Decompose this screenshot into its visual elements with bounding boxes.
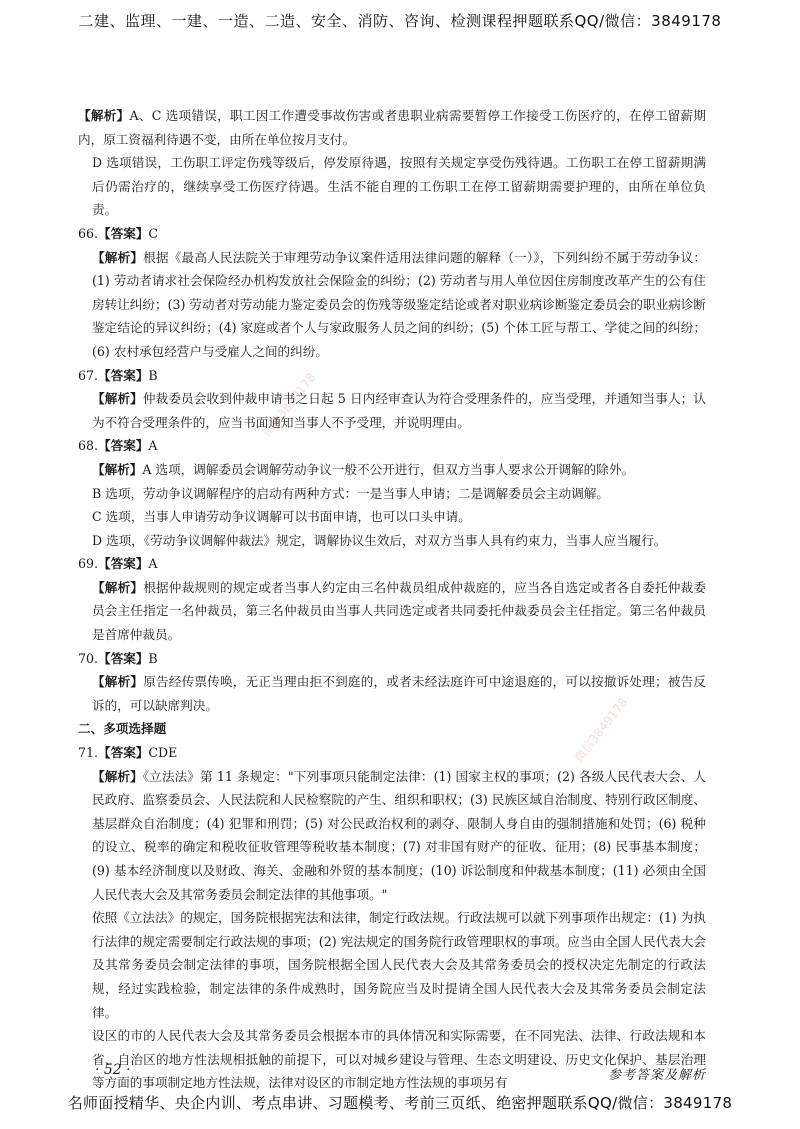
watermark: 微信3849178 <box>571 695 631 765</box>
analysis-68: 【解析】A 选项，调解委员会调解劳动争议一般不公开进行，但双方当事人要求公开调解的除外。 <box>92 461 635 477</box>
question-67: 67.【答案】B <box>78 367 158 383</box>
paragraph: B 选项，劳动争议调解程序的启动有两种方式：一是当事人申请；二是调解委员会主动调解。 <box>92 485 610 501</box>
analysis-label: 【解析】 <box>78 108 130 123</box>
section-heading: 二、多项选择题 <box>78 721 167 737</box>
paragraph: D 选项错误，工伤职工评定伤残等级后，停发原待遇，按照有关规定享受伤残待遇。工伤职工在停工留薪期满后仍需治疗的，继续享受工伤医疗待遇。生活不能自理的工伤职工在停工留薪期需要护理的，由所在单位负责。 <box>92 155 706 218</box>
paragraph: 设区的市的人民代表大会及其常务委员会根据本市的具体情况和实际需要，在不同宪法、法律、行政法规和本省、自治区的地方性法规相抵触的前提下，可以对城乡建设与管理、生态文明建设、历史文化保护、基层治理等方面的事项制定地方性法规，法律对设区的市制定地方性法规的事项另有 <box>92 1028 706 1091</box>
paragraph: D 选项，《劳动争议调解仲裁法》规定，调解协议生效后，对双方当事人具有约束力，当事人应当履行。 <box>92 532 667 548</box>
section-title: 参考答案及解析 <box>607 1068 706 1083</box>
top-banner: 二建、监理、一建、一造、二造、安全、消防、咨询、检测课程押题联系QQ/微信：3849178 <box>78 12 722 30</box>
analysis-66: 【解析】根据《最高人民法院关于审理劳动争议案件适用法律问题的解释（一）》，下列纠纷不属于劳动争议：(1) 劳动者请求社会保险经办机构发放社会保险金的纠纷；(2) 劳动者与用人单位因住房制度改革产生的公有住房转让纠纷；(3) 劳动者对劳动能力鉴定委员会的伤残等级鉴定结论或者对职业病诊断鉴定委员会的职业病诊断鉴定结论的异议纠纷；(4) 家庭或者个人与家政服务人员之间的纠纷；(5) 个体工匠与帮工、学徒之间的纠纷；(6) 农村承包经营户与受雇人之间的纠纷。 <box>92 249 706 359</box>
analysis-70: 【解析】原告经传票传唤，无正当理由拒不到庭的，或者未经法庭许可中途退庭的，可以按撤诉处理；被告反诉的，可以缺席判决。 <box>92 674 707 713</box>
paragraph: C 选项，当事人申请劳动争议调解可以书面申请，也可以口头申请。 <box>92 509 471 525</box>
question-68: 68.【答案】A <box>78 438 158 454</box>
question-70: 70.【答案】B <box>78 650 158 666</box>
analysis-69: 【解析】根据仲裁规则的规定或者当事人约定由三名仲裁员组成仲裁庭的，应当各自选定或者各自委托仲裁委员会主任指定一名仲裁员，第三名仲裁员由当事人共同选定或者共同委托仲裁委员会主任指定。第三名仲裁员是首席仲裁员。 <box>92 579 707 643</box>
watermark: 微信3849178 <box>259 370 319 440</box>
analysis-67: 【解析】仲裁委员会收到仲裁申请书之日起 5 日内经审查认为符合受理条件的，应当受理，并通知当事人；认为不符合受理条件的，应当书面通知当事人不予受理，并说明理由。 <box>92 391 706 430</box>
bottom-banner: 名师面授精华、央企内训、考点串讲、习题模考、考前三页纸、绝密押题联系QQ/微信：3849178 <box>67 1094 733 1112</box>
question-71: 71.【答案】CDE <box>78 745 178 761</box>
analysis-71: 【解析】《立法法》第 11 条规定："下列事项只能制定法律：(1) 国家主权的事项；(2) 各级人民代表大会、人民政府、监察委员会、人民法院和人民检察院的产生、组织和职权；(3) 民族区域自治制度、特别行政区制度、基层群众自治制度；(4) 犯罪和刑罚；(5) 对公民政治权利的剥夺、限制人身自由的强制措施和处罚；(6) 税种的设立、税率的确定和税收征收管理等税收基本制度；(7) 对非国有财产的征收、征用；(8) 民事基本制度；(9) 基本经济制度以及财政、海关、金融和外贸的基本制度；(10) 诉讼制度和仲裁基本制度；(11) 必须由全国人民代表大会及其常务委员会制定法律的其他事项。" <box>92 768 707 902</box>
answer-content <box>78 104 706 1095</box>
paragraph: 【解析】A、C 选项错误，职工因工作遭受事故伤害或者患职业病需要暂停工作接受工伤医疗的，在停工留薪期内，原工资福利待遇不变，由所在单位按月支付。 <box>78 108 707 147</box>
page-number: · 52 · <box>95 1062 131 1078</box>
question-66: 66.【答案】C <box>78 225 159 241</box>
question-69: 69.【答案】A <box>78 556 158 572</box>
paragraph: 依照《立法法》的规定，国务院根据宪法和法律，制定行政法规。行政法规可以就下列事项作出规定：(1) 为执行法律的规定需要制定行政法规的事项；(2) 宪法规定的国务院行政管理职权的事项。应当由全国人民代表大会及其常务委员会制定法律的事项，国务院根据全国人民代表大会及其常务委员会的授权决定先制定的行政法规，经过实践检验，制定法律的条件成熟时，国务院应当及时提请全国人民代表大会及其常务委员会制定法律。 <box>92 910 706 1020</box>
